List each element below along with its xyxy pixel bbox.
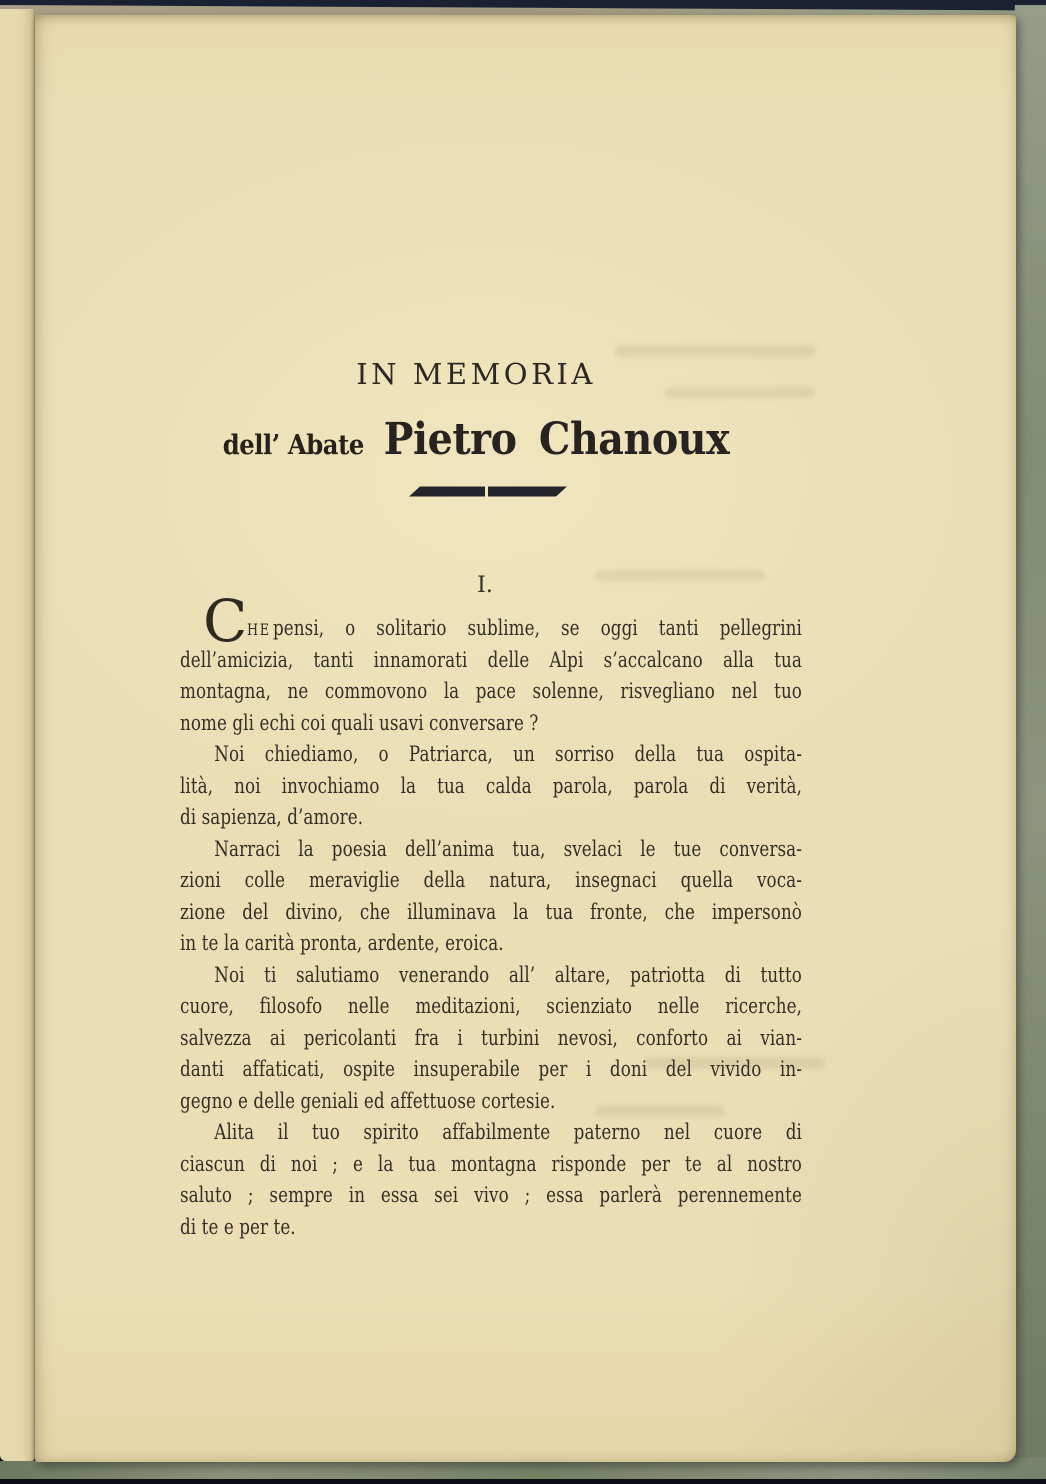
text-line: gegno e delle geniali ed affettuose cortesie. <box>180 1088 556 1113</box>
text-line: di sapienza, d’amore. <box>180 805 364 829</box>
text-line: ciascun di noi ; e la tua montagna risponde per te al nostro <box>180 1151 802 1176</box>
drop-cap-initial: C <box>203 587 248 655</box>
text-line: zioni colle meraviglie della natura, insegnaci quella voca- <box>180 868 802 892</box>
section-number-heading: I. <box>477 573 493 598</box>
text-line: cuore, filosofo nelle meditazioni, scienziato nelle ricerche, <box>180 994 802 1018</box>
text-line-content: pensi, o solitario sublime, se oggi tanti pellegrini <box>273 616 802 640</box>
text-line: saluto ; sempre in essa sei vivo ; essa parlerà perennemente <box>180 1183 802 1207</box>
text-line: zione del divino, che illuminava la tua fronte, che impersonò <box>180 899 802 924</box>
divider-rule-svg <box>408 486 568 497</box>
text-line: Alita il tuo spirito affabilmente paterno nel cuore di <box>214 1120 802 1144</box>
title-row <box>196 414 756 472</box>
drop-cap-small-caps: HE <box>246 620 271 639</box>
text-line: nome gli echi coi quali usavi conversare ? <box>180 710 539 735</box>
show-through-mark <box>615 345 815 357</box>
text-line: montagna, ne commovono la pace solenne, risvegliano nel tuo <box>180 679 802 703</box>
text-line: danti affaticati, ospite insuperabile per i doni del vivido in- <box>180 1057 802 1081</box>
text-line: lità, noi invochiamo la tua calda parola, parola di verità, <box>180 773 802 798</box>
text-line: Noi chiediamo, o Patriarca, un sorriso della tua ospita- <box>214 742 802 766</box>
book-page <box>35 15 1016 1462</box>
text-line: salvezza ai pericolanti fra i turbini nevosi, conforto ai vian- <box>180 1025 802 1050</box>
text-line: di te e per te. <box>180 1214 296 1239</box>
text-line: Noi ti salutiamo venerando all’ altare, patriotta di tutto <box>214 962 802 987</box>
underlying-page-edge <box>0 9 35 1461</box>
text-line: dell’amicizia, tanti innamorati delle Alpi s’accalcano alla tua <box>180 647 802 672</box>
body-text-block <box>180 587 970 1243</box>
text-line: in te la carità pronta, ardente, eroica. <box>180 931 504 955</box>
page-kicker-heading: IN MEMORIA <box>356 357 596 391</box>
text-line: Narraci la poesia dell’anima tua, svelaci le tue conversa- <box>214 836 802 861</box>
title-divider-rule <box>177 486 799 497</box>
page-title: Pietro Chanoux <box>383 414 730 465</box>
title-byline: dell’ Abate <box>222 430 364 461</box>
text-line <box>180 613 802 645</box>
